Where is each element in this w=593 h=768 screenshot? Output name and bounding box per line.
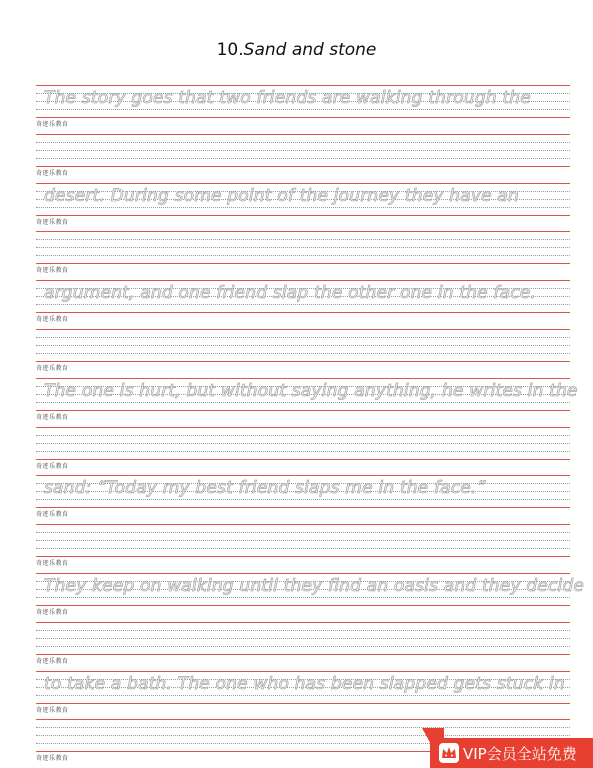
red-rule: [36, 524, 570, 525]
red-rule: [36, 654, 570, 655]
writing-line: [36, 85, 570, 134]
dotted-rule: [36, 337, 570, 338]
trace-text: desert. During some point of the journey they have an: [44, 185, 519, 206]
watermark-text: 奇迹乐教育: [36, 511, 69, 519]
dotted-rule: [36, 247, 570, 248]
writing-line: [36, 378, 578, 427]
dotted-rule: [36, 402, 570, 403]
watermark-text: 奇迹乐教育: [36, 169, 69, 177]
writing-line: [36, 573, 585, 622]
red-rule: [36, 475, 570, 476]
watermark-text: 奇迹乐教育: [36, 462, 69, 470]
dotted-rule: [36, 158, 570, 159]
red-rule: [36, 215, 570, 216]
dotted-rule: [36, 499, 570, 500]
dotted-rule: [36, 532, 570, 533]
red-rule: [36, 312, 570, 313]
watermark-text: 奇迹乐教育: [36, 365, 69, 372]
writing-line: [36, 231, 570, 280]
red-rule: [36, 361, 570, 362]
trace-text: sand: “Today my best friend slaps me in the face.”: [44, 478, 486, 499]
red-rule: [36, 556, 570, 557]
red-rule: [36, 378, 570, 379]
dotted-rule: [36, 239, 570, 240]
red-rule: [36, 719, 570, 720]
dotted-rule: [36, 150, 570, 151]
dotted-rule: [36, 443, 570, 444]
red-rule: [36, 410, 570, 411]
dotted-rule: [36, 540, 570, 541]
red-rule: [36, 117, 570, 118]
writing-line: [36, 427, 570, 476]
dotted-rule: [36, 109, 570, 110]
red-rule: [36, 183, 570, 184]
watermark-text: 奇迹乐教育: [36, 218, 69, 226]
trace-text: The story goes that two friends are walking through the: [44, 88, 531, 108]
dotted-rule: [36, 451, 570, 452]
title-text: Sand and stone: [243, 40, 377, 60]
red-rule: [36, 671, 570, 672]
red-rule: [36, 85, 570, 86]
dotted-rule: [36, 548, 570, 549]
title-number: 10.: [216, 40, 244, 60]
red-rule: [36, 263, 570, 264]
watermark-text: 奇迹乐教育: [36, 316, 69, 324]
watermark-text: 奇迹乐教育: [36, 413, 69, 421]
dotted-rule: [36, 695, 570, 696]
crown-icon: [438, 742, 460, 764]
watermark-text: 奇迹乐教育: [36, 657, 69, 665]
dotted-rule: [36, 345, 570, 346]
writing-line: [36, 134, 570, 183]
trace-text: The one is hurt, but without saying anything, he writes in the: [44, 380, 578, 401]
dotted-rule: [36, 255, 570, 256]
writing-line: [36, 475, 570, 524]
writing-line: [36, 183, 570, 232]
red-rule: [36, 329, 570, 330]
red-rule: [36, 507, 570, 508]
watermark-text: 奇迹乐教育: [36, 267, 69, 275]
dotted-rule: [36, 353, 570, 354]
trace-text: argument, and one friend slap the other one in the face.: [44, 283, 537, 304]
trace-text: They keep on walking until they find an oasis and they decide: [44, 576, 585, 596]
dotted-rule: [36, 597, 570, 598]
page-title: [0, 40, 593, 60]
badge-label: VIP会员全站免费: [463, 745, 577, 763]
writing-line: [36, 524, 570, 573]
trace-text: to take a bath. The one who has been slapped gets stuck in: [44, 673, 565, 694]
red-rule: [36, 703, 570, 704]
dotted-rule: [36, 304, 570, 305]
dotted-rule: [36, 646, 570, 647]
watermark-text: 奇迹乐教育: [36, 755, 69, 763]
writing-line: [36, 671, 570, 720]
watermark-text: 奇迹乐教育: [36, 121, 69, 128]
vip-badge[interactable]: [422, 728, 593, 768]
badge-bar: [430, 738, 593, 768]
watermark-text: 奇迹乐教育: [36, 706, 69, 714]
dotted-rule: [36, 142, 570, 143]
dotted-rule: [36, 435, 570, 436]
writing-line: [36, 622, 570, 671]
red-rule: [36, 459, 570, 460]
watermark-text: 奇迹乐教育: [36, 560, 69, 568]
dotted-rule: [36, 207, 570, 208]
red-rule: [36, 134, 570, 135]
dotted-rule: [36, 630, 570, 631]
red-rule: [36, 573, 570, 574]
dotted-rule: [36, 638, 570, 639]
watermark-text: 奇迹乐教育: [36, 609, 69, 616]
red-rule: [36, 166, 570, 167]
red-rule: [36, 231, 570, 232]
red-rule: [36, 605, 570, 606]
writing-line: [36, 280, 570, 329]
red-rule: [36, 622, 570, 623]
writing-line: [36, 329, 570, 378]
red-rule: [36, 280, 570, 281]
red-rule: [36, 427, 570, 428]
